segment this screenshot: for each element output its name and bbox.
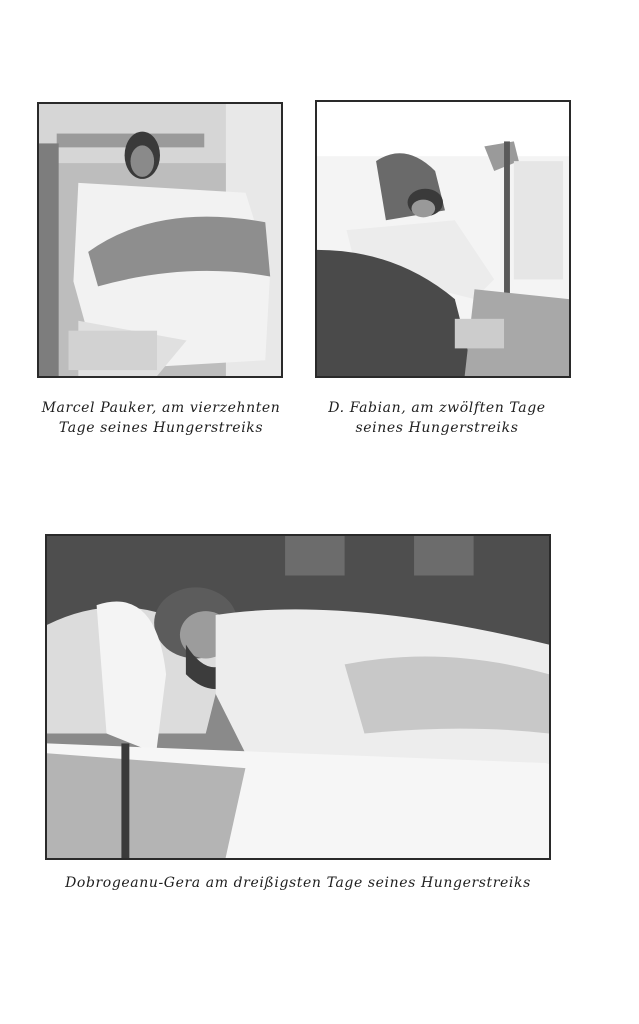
caption-d-fabian-line-2: seines Hungerstreiks xyxy=(355,420,519,436)
photo-d-fabian xyxy=(315,100,571,378)
caption-d-fabian xyxy=(305,398,569,438)
caption-dobrogeanu-gera-line-1: Dobrogeanu-Gera am dreißigsten Tage seines Hungerstreiks xyxy=(65,875,531,891)
photo-d-fabian-image xyxy=(317,102,569,376)
photo-dobrogeanu-gera-image xyxy=(47,536,549,858)
caption-marcel-pauker-line-2: Tage seines Hungerstreiks xyxy=(58,420,264,436)
caption-d-fabian-line-1: D. Fabian, am zwölften Tage xyxy=(328,400,546,416)
caption-marcel-pauker-line-1: Marcel Pauker, am vierzehnten xyxy=(41,400,281,416)
photo-marcel-pauker xyxy=(37,102,283,378)
caption-dobrogeanu-gera xyxy=(40,873,556,893)
caption-marcel-pauker xyxy=(30,398,292,438)
photo-dobrogeanu-gera xyxy=(45,534,551,860)
photo-marcel-pauker-image xyxy=(39,104,281,376)
